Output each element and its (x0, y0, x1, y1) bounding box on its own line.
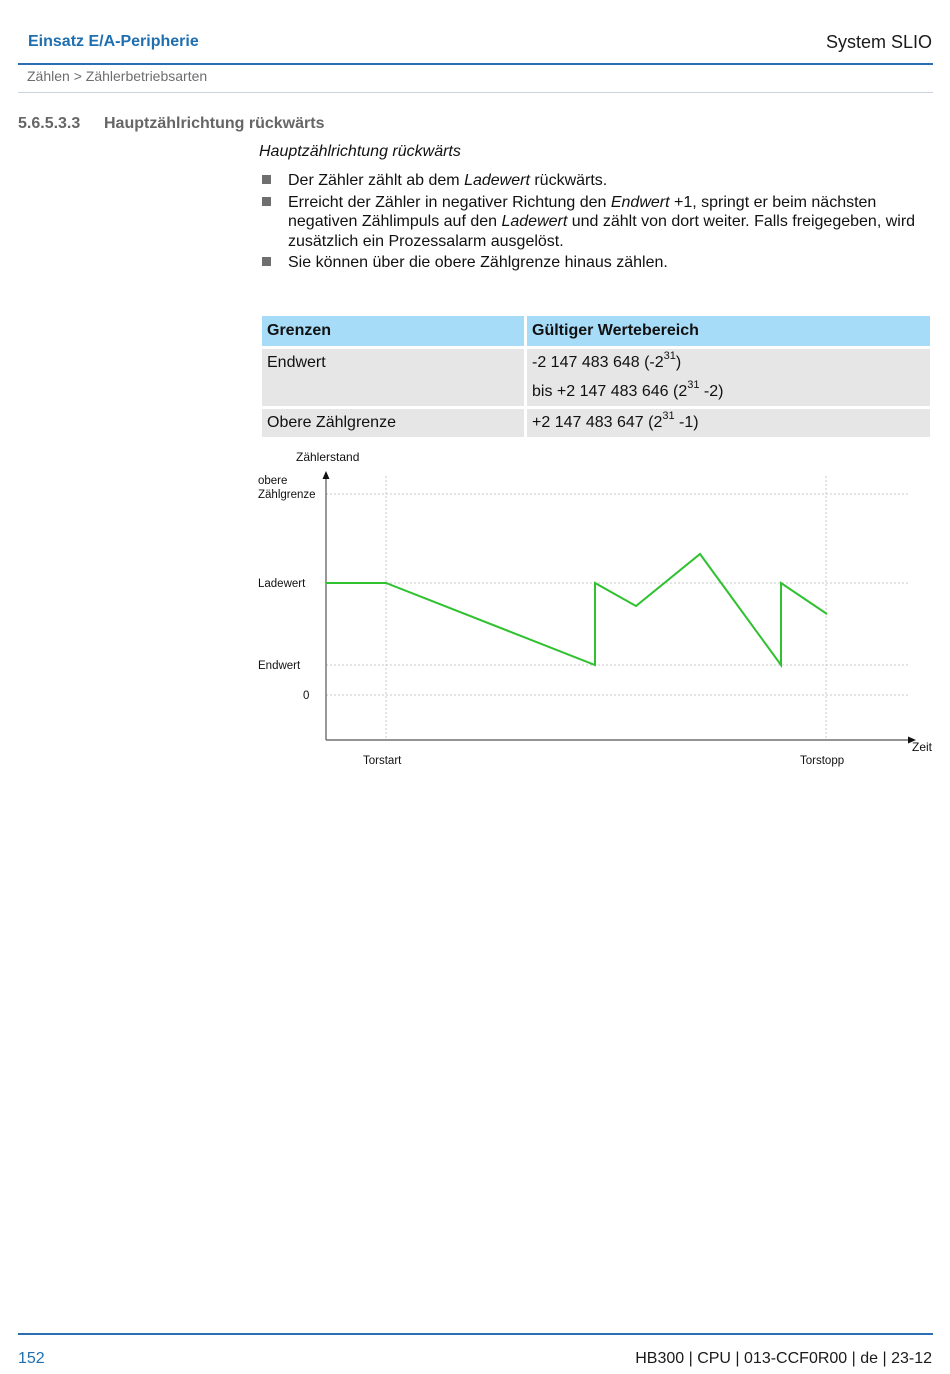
table-cell-value: -2 147 483 648 $(-2^{31})$ bis +2 147 483 646 ($2^{31}$ -2) (527, 349, 930, 406)
header-divider (18, 63, 933, 65)
y-axis-arrow-icon (323, 471, 330, 479)
y-level-label: Zählgrenze (258, 489, 316, 501)
bullet-item: Sie können über die obere Zählgrenze hinaus zählen. (259, 253, 919, 273)
bullet-square-icon (262, 175, 271, 184)
counter-value-line (326, 554, 827, 665)
document-reference: HB300 | CPU | 013-CCF0R00 | de | 23-12 (635, 1350, 932, 1367)
counter-chart (252, 446, 942, 776)
y-level-label: obere (258, 475, 288, 487)
y-level-label: Endwert (258, 660, 301, 672)
chapter-title: Einsatz E/A-Peripherie (28, 33, 199, 50)
breadcrumb: Zählen > Zählerbetriebsarten (27, 68, 208, 84)
table-header-row (262, 316, 930, 346)
subheading: Hauptzählrichtung rückwärts (259, 143, 461, 160)
bullet-square-icon (262, 197, 271, 206)
bullet-list (259, 171, 919, 275)
y-level-label: Ladewert (258, 578, 306, 590)
y-axis-title: Zählerstand (296, 450, 360, 464)
table-cell-value: +2 147 483 647 ($2^{31}$ -1) (527, 409, 930, 437)
x-axis-title: Zeit (912, 740, 933, 754)
x-marker-label: Torstart (363, 755, 402, 767)
product-name: System SLIO (825, 32, 932, 52)
footer-divider (18, 1333, 933, 1335)
bullet-item: Erreicht der Zähler in negativer Richtung den Endwert +1, springt er beim nächsten negativen Zählimpuls auf den Ladewert und zählt von dort weiter. Falls freigegeben, wird zusätzlich ein Prozessalarm ausgelöst. (259, 193, 919, 252)
bullet-item: Der Zähler zählt ab dem Ladewert rückwärts. (259, 171, 919, 191)
x-marker-label: Torstopp (800, 755, 845, 767)
table-cell-label: Endwert (262, 349, 524, 406)
page-number: 152 (18, 1350, 45, 1367)
y-level-label: 0 (303, 690, 310, 702)
breadcrumb-divider (18, 92, 933, 93)
limits-table (259, 313, 933, 440)
table-header-cell: Gültiger Wertebereich (527, 316, 930, 346)
table-row (262, 409, 930, 437)
bullet-square-icon (262, 257, 271, 266)
section-title: Hauptzählrichtung rückwärts (104, 115, 325, 132)
table-row (262, 349, 930, 406)
section-number: 5.6.5.3.3 (18, 115, 81, 132)
table-header-cell: Grenzen (262, 316, 524, 346)
table-cell-label: Obere Zählgrenze (262, 409, 524, 437)
